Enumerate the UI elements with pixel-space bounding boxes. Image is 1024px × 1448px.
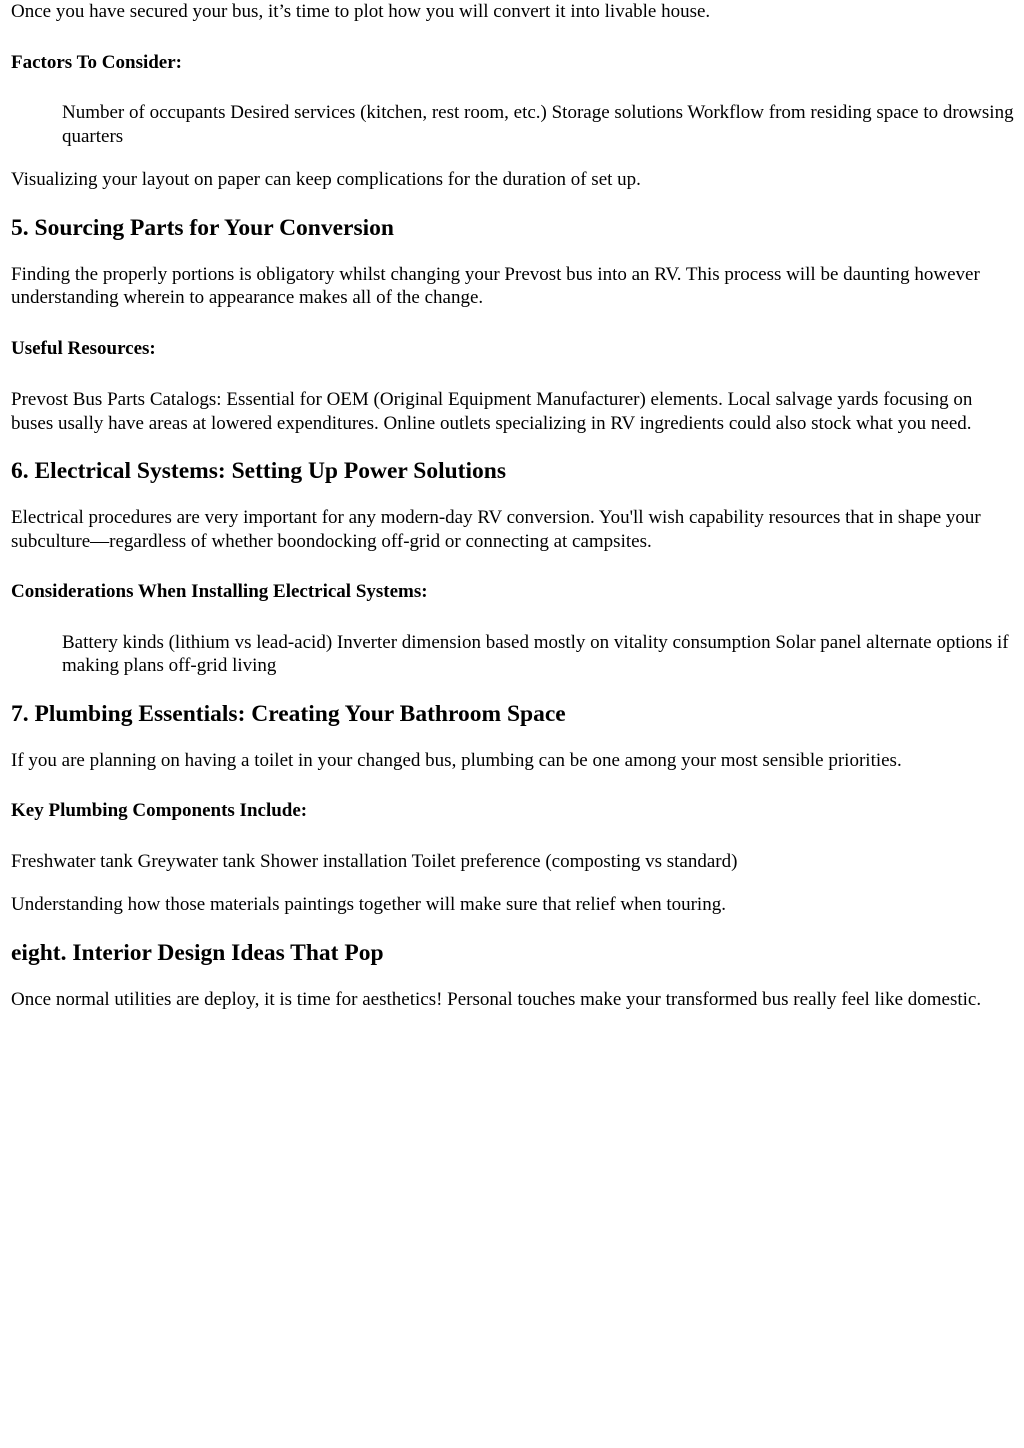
section-7-subheading: Key Plumbing Components Include: (11, 800, 308, 821)
factors-heading: Factors To Consider: (11, 51, 182, 73)
section-6-title: 6. Electrical Systems: Setting Up Power Solutions (11, 458, 506, 484)
section-5-paragraph-1: Finding the properly portions is obligatory whilst changing your Prevost bus into an RV. This process will be daunting however understanding wherein to appearance makes all of the change. (11, 263, 980, 308)
section-8-title: eight. Interior Design Ideas That Pop (11, 939, 384, 966)
section-6-list: Battery kinds (lithium vs lead-acid) Inverter dimension based mostly on vitality consumption Solar panel alternate options if making plans off-grid living (62, 631, 1009, 676)
section-6-paragraph-1: Electrical procedures are very important for any modern-day RV conversion. You'll wish capability resources that in shape your subculture—regardless of whether boondocking off-grid or connecting at campsites. (11, 507, 981, 552)
section-7-paragraph-1: If you are planning on having a toilet in your changed bus, plumbing can be one among your most sensible priorities. (11, 749, 902, 771)
section-5-subheading: Useful Resources: (11, 337, 156, 359)
section-5-title: 5. Sourcing Parts for Your Conversion (11, 214, 394, 241)
section-5-paragraph-2: Prevost Bus Parts Catalogs: Essential for OEM (Original Equipment Manufacturer) elements. Local salvage yards focusing on buses usally have areas at lowered expenditures. Online outlets specializing in RV ingredients could also stock what you need. (11, 389, 973, 434)
section-7-paragraph-3: Understanding how those materials paintings together will make sure that relief when touring. (11, 894, 726, 915)
factors-after-paragraph: Visualizing your layout on paper can keep complications for the duration of set up. (11, 169, 641, 190)
section-6-subheading: Considerations When Installing Electrical Systems: (11, 581, 428, 602)
section-7-paragraph-2: Freshwater tank Greywater tank Shower installation Toilet preference (composting vs standard) (11, 850, 738, 872)
factors-list: Number of occupants Desired services (kitchen, rest room, etc.) Storage solutions Workflow from residing space to drowsing quarters (62, 102, 1014, 147)
section-7-title: 7. Plumbing Essentials: Creating Your Bathroom Space (11, 700, 566, 727)
section-8-paragraph-1: Once normal utilities are deploy, it is time for aesthetics! Personal touches make your transformed bus really feel like domestic. (11, 988, 982, 1010)
intro-paragraph: Once you have secured your bus, it’s time to plot how you will convert it into livable house. (11, 1, 711, 22)
